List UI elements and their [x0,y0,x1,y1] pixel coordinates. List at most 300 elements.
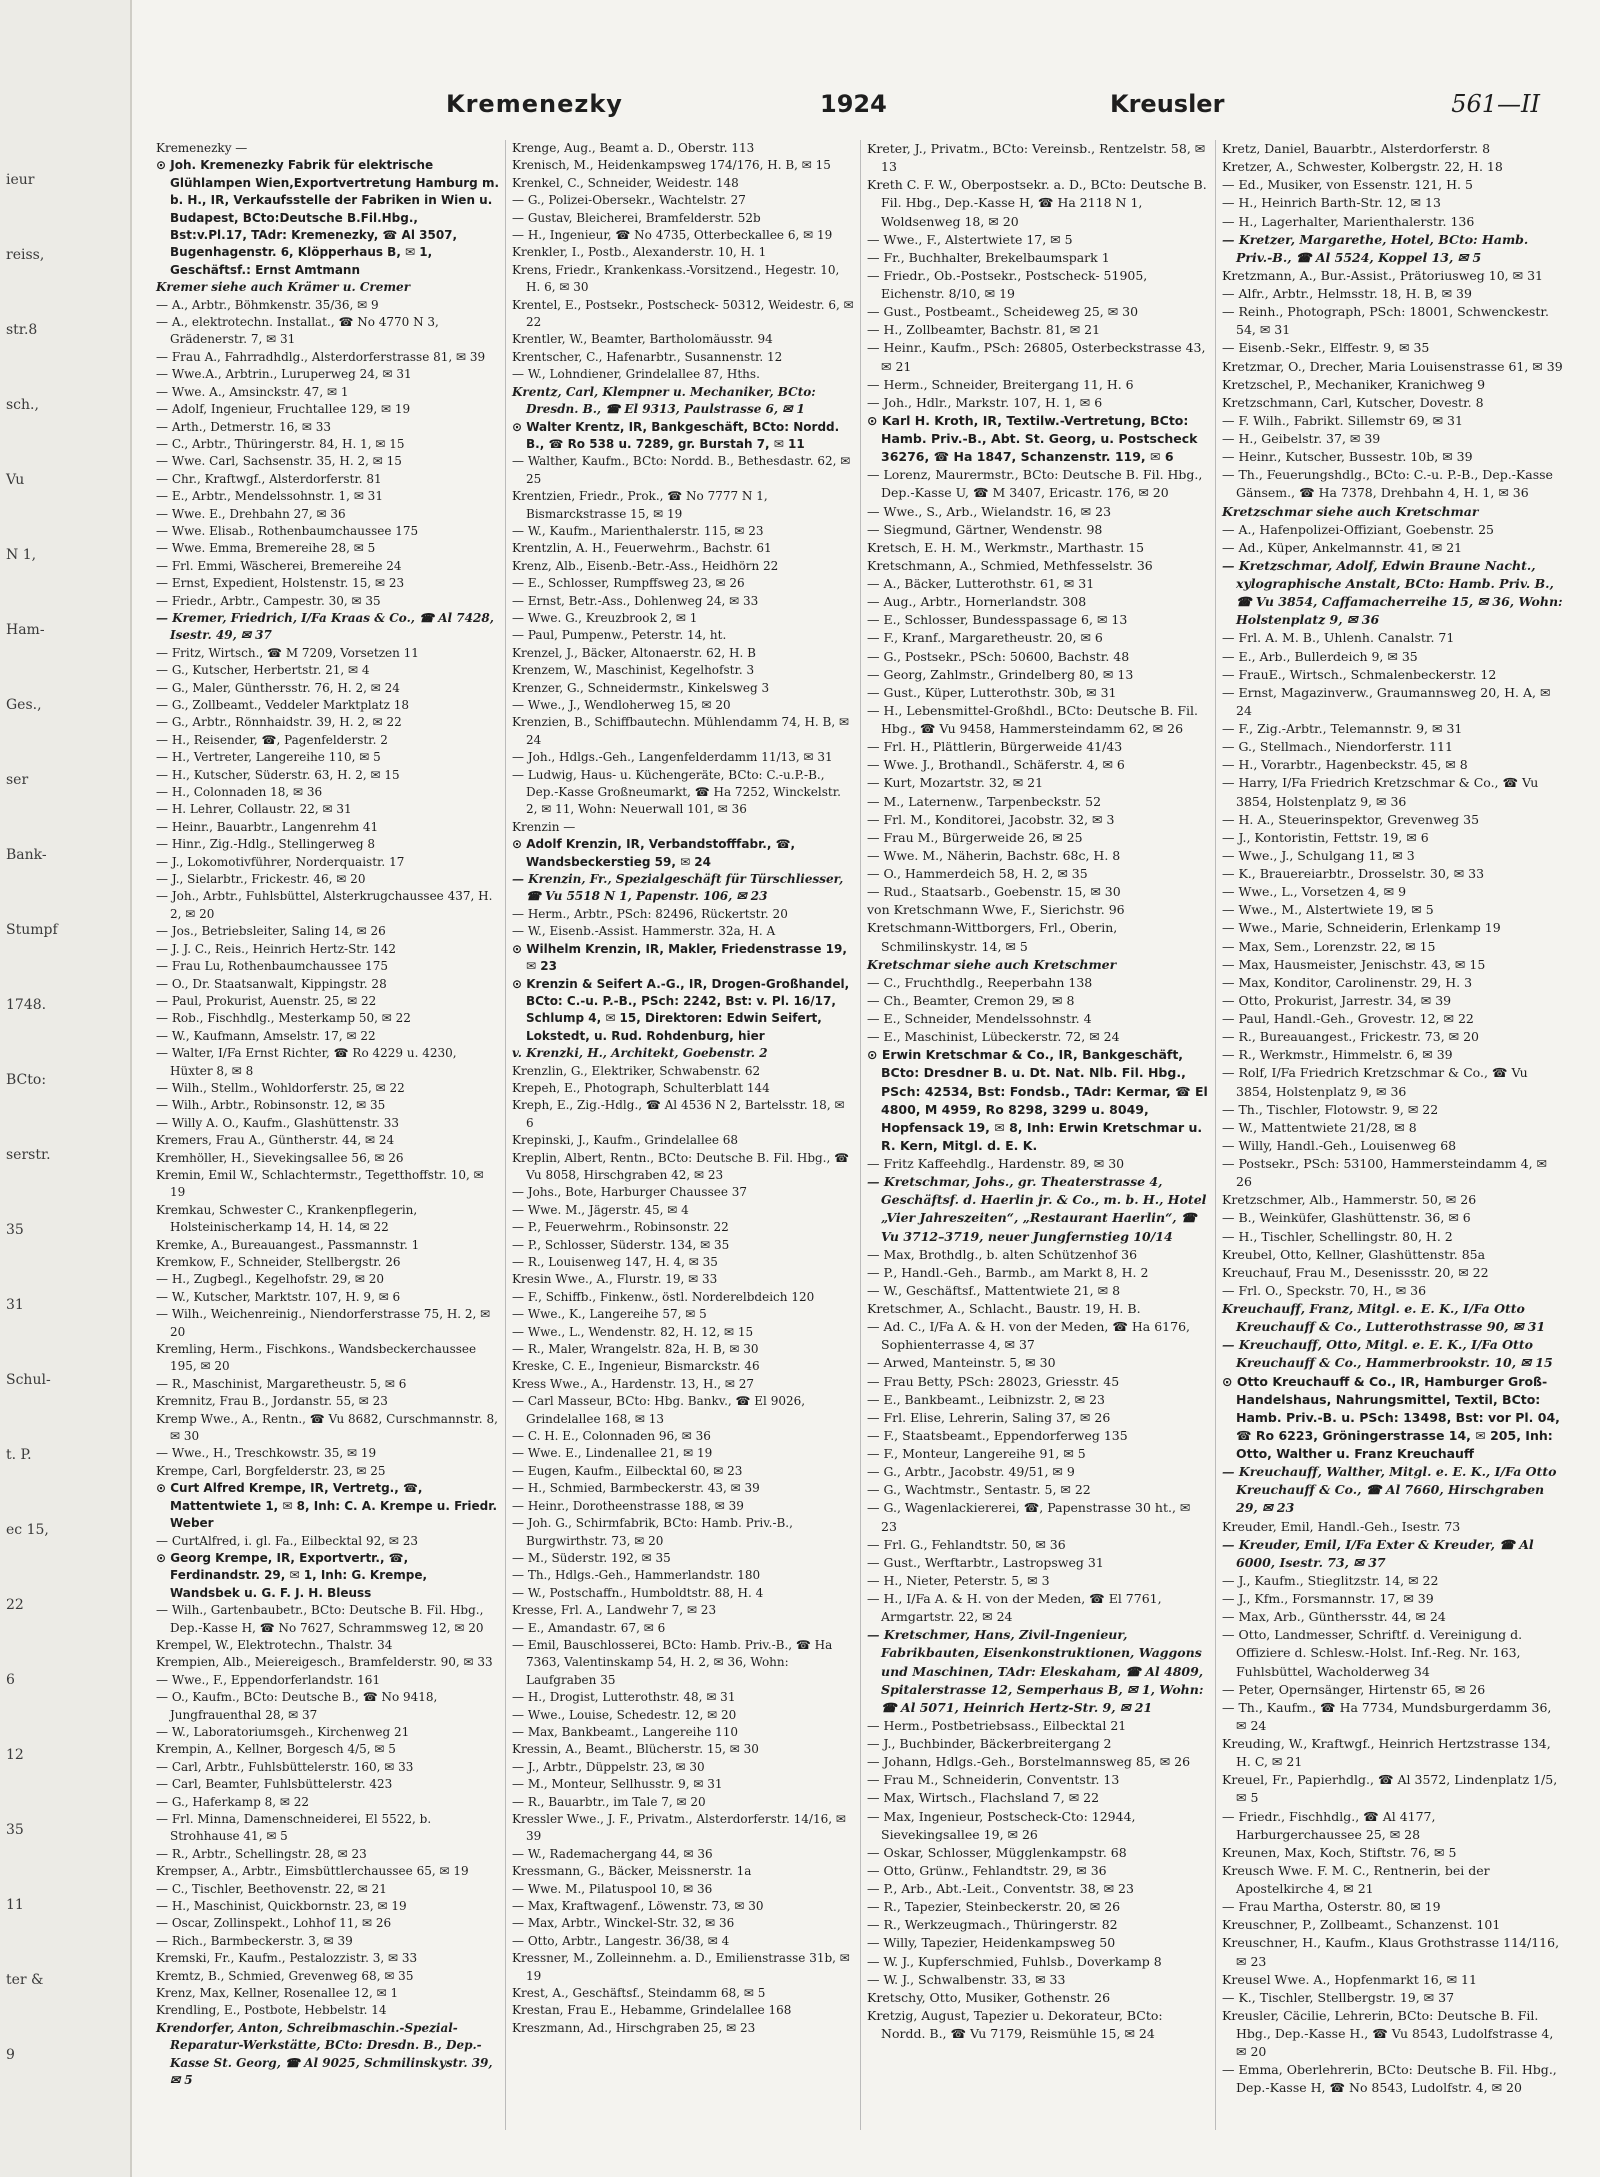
edge-fragment: ser [6,772,29,788]
directory-entry: — Herm., Schneider, Breitergang 11, H. 6 [867,376,1134,392]
directory-entry: — G., Kutscher, Herbertstr. 21, ✉ 4 [156,663,370,678]
directory-entry: ⊙ Erwin Kretschmar & Co., IR, Bankgeschäft, BCto: Dresdner B. u. Dt. Nat. Nlb. Fil. Hbg., PSch: 42534, Bst: Fondsb., TAdr: Kermar, ☎ El 4800, M 4959, Ro 8298, 3299 u. 8049, Hopfensack 19, ✉ 8, Inh: Erwin Kretschmar u. R. Kern, Mitgl. d. E. K. [867,1047,1208,1153]
directory-entry: — M., Laternenw., Tarpenbeckstr. 52 [867,793,1102,809]
directory-entry: — Wilh., Weichenreinig., Niendorferstrasse 75, H. 2, ✉ 20 [156,1307,491,1339]
directory-entry: — G., Stellmach., Niendorferstr. 111 [1222,739,1453,755]
directory-entry: — Kreuchauff, Otto, Mitgl. e. E. K., I/Fa Otto Kreuchauff & Co., Hammerbrookstr. 10, ✉ 15 [1222,1337,1553,1371]
directory-entry: Kretzer, A., Schwester, Kolbergstr. 22, H. 18 [1222,159,1503,175]
directory-entry: — G., Arbtr., Rönnhaidstr. 39, H. 2, ✉ 22 [156,715,402,730]
directory-entry: Kremhöller, H., Sievekingsallee 56, ✉ 26 [156,1150,404,1165]
directory-entry: — K., Tischler, Stellbergstr. 19, ✉ 37 [1222,1989,1455,2005]
edge-fragment: N 1, [6,547,37,563]
directory-page [140,60,1580,2150]
directory-entry: — W., Laboratoriumsgeh., Kirchenweg 21 [156,1724,410,1739]
directory-entry: — G., Polizei-Obersekr., Wachtelstr. 27 [512,193,746,208]
directory-entry: Kremp Wwe., A., Rentn., ☎ Vu 8682, Curschmannstr. 8, ✉ 30 [156,1411,498,1444]
directory-entry: — Friedr., Arbtr., Campestr. 30, ✉ 35 [156,593,381,608]
directory-entry: — Gust., Küper, Lutterothstr. 30b, ✉ 31 [867,684,1117,700]
directory-entry: ⊙ Adolf Krenzin, IR, Verbandstofffabr., ☎, Wandsbeckerstieg 59, ✉ 24 [512,837,796,869]
directory-entry: — W., Geschäftsf., Mattentwiete 21, ✉ 8 [867,1282,1121,1298]
directory-entry: Kreph, E., Zig.-Hdlg., ☎ Al 4536 N 2, Bartelsstr. 18, ✉ 6 [512,1098,845,1130]
directory-entry: Krenge, Aug., Beamt a. D., Oberstr. 113 [512,141,755,155]
directory-entry: — W., Mattentwiete 21/28, ✉ 8 [1222,1119,1417,1135]
column-2 [505,140,860,2130]
directory-entry: — Kretzschmar, Adolf, Edwin Braune Nacht., xylographische Anstalt, BCto: Hamb. Priv. B., ☎ Vu 3854, Caffamacherreihe 15, ✉ 36, Wohn: Holstenplatz 9, ✉ 36 [1222,557,1563,628]
directory-entry: — H., Lebensmittel-Großhdl., BCto: Deutsche B. Fil. Hbg., ☎ Vu 9458, Hammersteindamm 62, ✉ 26 [867,702,1198,736]
directory-entry: Krempe, Carl, Borgfelderstr. 23, ✉ 25 [156,1463,386,1478]
directory-entry: — H., Reisender, ☎, Pagenfelderstr. 2 [156,732,388,747]
directory-entry: — Kretzer, Margarethe, Hotel, BCto: Hamb. Priv.-B., ☎ Al 5524, Koppel 13, ✉ 5 [1222,231,1529,265]
directory-entry: — Th., Feuerungshdlg., BCto: C.-u. P.-B., Dep.-Kasse Gänsem., ☎ Ha 7378, Drehbahn 4, H. 1, ✉ 36 [1222,467,1553,501]
directory-entry: — Wwe., Louise, Schedestr. 12, ✉ 20 [512,1707,737,1722]
edge-fragment: Ham- [6,622,45,638]
directory-entry: — Eugen, Kaufm., Eilbecktal 60, ✉ 23 [512,1463,743,1478]
directory-entry: — Max, Konditor, Carolinenstr. 29, H. 3 [1222,974,1473,990]
directory-entry: — C. H. E., Colonnaden 96, ✉ 36 [512,1429,711,1444]
directory-entry: Kremenezky — [156,141,248,155]
directory-entry: — H., Lagerhalter, Marienthalerstr. 136 [1222,213,1475,229]
directory-entry: — E., Schlosser, Bundesspassage 6, ✉ 13 [867,612,1128,628]
directory-entry: — Wwe., H., Treschkowstr. 35, ✉ 19 [156,1446,377,1461]
directory-entry: — CurtAlfred, i. gl. Fa., Eilbecktal 92, ✉ 23 [156,1533,418,1548]
directory-entry: Kressin, A., Beamt., Blücherstr. 15, ✉ 30 [512,1742,759,1757]
directory-entry: — F., Schiffb., Finkenw., östl. Norderelbdeich 120 [512,1289,815,1304]
directory-entry: — Krenzin, Fr., Spezialgeschäft für Türschliesser, ☎ Vu 5518 N 1, Papenstr. 106, ✉ 23 [512,872,844,904]
directory-entry: Krepeh, E., Photograph, Schulterblatt 144 [512,1080,770,1095]
directory-entry: — Wwe. Elisab., Rothenbaumchaussee 175 [156,523,419,538]
directory-entry: — G., Zollbeamt., Veddeler Marktplatz 18 [156,698,410,712]
directory-entry: — M., Monteur, Sellhusstr. 9, ✉ 31 [512,1777,723,1792]
directory-entry: — Herm., Postbetriebsass., Eilbecktal 21 [867,1717,1127,1733]
directory-entry: — Otto, Grünw., Fehlandtstr. 29, ✉ 36 [867,1862,1107,1878]
directory-entry: — Max, Wirtsch., Flachsland 7, ✉ 22 [867,1790,1100,1806]
directory-entry: Kressmann, G., Bäcker, Meissnerstr. 1a [512,1864,752,1879]
directory-entry: — F., Staatsbeamt., Eppendorferweg 135 [867,1427,1128,1443]
directory-entry: — E., Arbtr., Mendelssohnstr. 1, ✉ 31 [156,489,383,504]
directory-entry: — Georg, Zahlmstr., Grindelberg 80, ✉ 13 [867,666,1134,682]
directory-entry: — H., Ingenieur, ☎ No 4735, Otterbeckallee 6, ✉ 19 [512,228,833,243]
directory-entry: — Wwe., K., Langereihe 57, ✉ 5 [512,1307,707,1322]
directory-entry: — R., Louisenweg 147, H. 4, ✉ 35 [512,1255,718,1269]
directory-entry: Kretschmer, A., Schlacht., Baustr. 19, H. B. [867,1301,1141,1316]
directory-entry: — Rob., Fischhdlg., Mesterkamp 50, ✉ 22 [156,1011,411,1026]
directory-entry: — P., Schlosser, Süderstr. 134, ✉ 35 [512,1237,730,1252]
directory-entry: — Frl. Minna, Damenschneiderei, El 5522, b. Strohhause 41, ✉ 5 [156,1812,432,1844]
directory-entry: — Willy A. O., Kaufm., Glashüttenstr. 33 [156,1115,399,1130]
directory-entry: ⊙ Walter Krentz, IR, Bankgeschäft, BCto: Nordd. B., ☎ Ro 538 u. 7289, gr. Burstah 7, ✉ 11 [512,419,840,451]
directory-entry: — Willy, Handl.-Geh., Louisenweg 68 [1222,1137,1457,1153]
directory-entry: Kretschy, Otto, Musiker, Gothenstr. 26 [867,1989,1111,2005]
directory-entry: — Kretschmar, Johs., gr. Theaterstrasse 4, Geschäftsf. d. Haerlin jr. & Co., m. b. H., Hotel „Vier Jahreszeiten“, „Restaurant Haerlin“, ☎ Vu 3712–3719, neuer Jungfernstieg 10/14 [867,1174,1207,1244]
directory-entry: — Kretschmer, Hans, Zivil-Ingenieur, Fabrikbauten, Eisenkonstruktionen, Waggons und Maschinen, TAdr: Eleskaham, ☎ Al 4809, Spitalerstrasse 12, Semperhaus B, ✉ 1, Wohn: ☎ Al 5071, Heinrich Hertz-Str. 9, ✉ 21 [867,1627,1204,1715]
edge-fragment: serstr. [6,1147,51,1163]
directory-entry: — Wwe. M., Jägerstr. 45, ✉ 4 [512,1202,689,1217]
directory-entry: Krentz, Carl, Klempner u. Mechaniker, BCto: Dresdn. B., ☎ El 9313, Paulstrasse 6, ✉ 1 [512,384,816,417]
directory-entry: Kretschmar siehe auch Kretschmer [867,956,1117,972]
directory-entry: — Wwe., J., Wendloherweg 15, ✉ 20 [512,698,731,712]
directory-entry: — Herm., Arbtr., PSch: 82496, Rückertstr. 20 [512,906,788,921]
directory-entry: Kretschmann, A., Schmied, Methfesselstr. 36 [867,557,1153,573]
directory-entry: — H., Vorarbtr., Hagenbeckstr. 45, ✉ 8 [1222,757,1468,773]
directory-entry: — Max, Sem., Lorenzstr. 22, ✉ 15 [1222,938,1436,954]
directory-entry: Krenkel, C., Schneider, Weidestr. 148 [512,175,739,190]
directory-entry: — Paul, Pumpenw., Peterstr. 14, ht. [512,628,727,643]
directory-entry: — Jos., Betriebsleiter, Saling 14, ✉ 26 [156,924,386,939]
edge-fragment: 22 [6,1597,24,1613]
directory-entry: — C., Tischler, Beethovenstr. 22, ✉ 21 [156,1881,387,1896]
directory-entry: Kretschmann-Wittborgers, Frl., Oberin, Schmilinskystr. 14, ✉ 5 [867,920,1118,954]
directory-entry: — J., Kontoristin, Fettstr. 19, ✉ 6 [1222,829,1429,845]
directory-entry: — G., Maler, Günthersstr. 76, H. 2, ✉ 24 [156,680,400,695]
directory-entry: Krenzer, G., Schneidermstr., Kinkelsweg 3 [512,680,770,695]
column-3 [860,140,1215,2130]
directory-entry: Kreuchauf, Frau M., Desenissstr. 20, ✉ 22 [1222,1264,1489,1280]
directory-entry: — Ad., Küper, Ankelmannstr. 41, ✉ 21 [1222,539,1463,555]
directory-entry: — H., Geibelstr. 37, ✉ 39 [1222,431,1381,446]
directory-entry: Kremkau, Schwester C., Krankenpflegerin, Holsteinischerkamp 14, H. 14, ✉ 22 [156,1202,418,1235]
directory-entry: — G., Postsekr., PSch: 50600, Bachstr. 48 [867,648,1130,664]
directory-entry: — Friedr., Ob.-Postsekr., Postscheck- 51905, Eichenstr. 8/10, ✉ 19 [867,267,1148,301]
directory-entry: — Th., Hdlgs.-Geh., Hammerlandstr. 180 [512,1568,761,1583]
directory-entry: — J., Sielarbtr., Frickestr. 46, ✉ 20 [156,872,366,887]
directory-entry: — Arwed, Manteinstr. 5, ✉ 30 [867,1355,1056,1371]
directory-entry: — H., Tischler, Schellingstr. 80, H. 2 [1222,1228,1453,1244]
directory-entry: — Max, Hausmeister, Jenischstr. 43, ✉ 15 [1222,956,1486,972]
directory-entry: — Joh., Hdlgs.-Geh., Langenfelderdamm 11/13, ✉ 31 [512,750,833,765]
directory-entry: — Wwe. E., Lindenallee 21, ✉ 19 [512,1446,713,1461]
directory-entry: — Frau Lu, Rothenbaumchaussee 175 [156,959,389,974]
directory-entry: — Joh., Arbtr., Fuhlsbüttel, Alsterkrugchaussee 437, H. 2, ✉ 20 [156,889,493,921]
directory-entry: — H., Schmied, Barmbeckerstr. 43, ✉ 39 [512,1481,760,1496]
edge-fragment: 1748. [6,997,47,1013]
directory-entry: Kretz, Daniel, Bauarbtr., Alsterdorferstr. 8 [1222,141,1491,156]
directory-entry: Krenzem, W., Maschinist, Kegelhofstr. 3 [512,663,755,678]
directory-entry: — Wwe., M., Alstertwiete 19, ✉ 5 [1222,902,1434,918]
directory-entry: Kretzschmer, Alb., Hammerstr. 50, ✉ 26 [1222,1192,1477,1208]
directory-entry: Kreusel Wwe. A., Hopfenmarkt 16, ✉ 11 [1222,1971,1477,1987]
directory-entry: — Paul, Prokurist, Auenstr. 25, ✉ 22 [156,993,377,1008]
directory-entry: — Wwe., L., Wendenstr. 82, H. 12, ✉ 15 [512,1324,754,1339]
directory-entry: — Otto, Prokurist, Jarrestr. 34, ✉ 39 [1222,992,1452,1008]
directory-entry: — E., Schneider, Mendelssohnstr. 4 [867,1011,1092,1026]
directory-entry: — Frau Betty, PSch: 28023, Griesstr. 45 [867,1373,1120,1389]
directory-entry: Kressler Wwe., J. F., Privatm., Alsterdorferstr. 14/16, ✉ 39 [512,1812,846,1844]
directory-entry: — Arth., Detmerstr. 16, ✉ 33 [156,419,332,434]
directory-entry: — W., Eisenb.-Assist. Hammerstr. 32a, H. A [512,924,776,939]
directory-entry: — W. J., Schwalbenstr. 33, ✉ 33 [867,1971,1066,1987]
directory-entry: — Wwe., Marie, Schneiderin, Erlenkamp 19 [1222,920,1501,936]
header-year: 1924 [820,90,887,118]
directory-entry: — E., Amandastr. 67, ✉ 6 [512,1620,666,1635]
directory-entry: — Harry, I/Fa Friedrich Kretzschmar & Co., ☎ Vu 3854, Holstenplatz 9, ✉ 36 [1222,775,1539,809]
directory-entry: Kremtz, B., Schmied, Grevenweg 68, ✉ 35 [156,1968,414,1983]
directory-entry: — H., Nieter, Peterstr. 5, ✉ 3 [867,1572,1050,1588]
directory-columns [150,140,1570,2130]
directory-entry: — H. A., Steuerinspektor, Grevenweg 35 [1222,811,1480,827]
directory-entry: Krenzien, B., Schiffbautechn. Mühlendamm 74, H. B, ✉ 24 [512,715,850,747]
directory-entry: — F., Zig.-Arbtr., Telemannstr. 9, ✉ 31 [1222,721,1463,736]
directory-entry: — A., Hafenpolizei-Offiziant, Goebenstr. 25 [1222,521,1495,537]
directory-entry: — H., Heinrich Barth-Str. 12, ✉ 13 [1222,195,1441,211]
directory-entry: — Walther, Kaufm., BCto: Nordd. B., Bethesdastr. 62, ✉ 25 [512,454,851,486]
directory-entry: Kreske, C. E., Ingenieur, Bismarckstr. 46 [512,1359,760,1374]
directory-entry: Kreubel, Otto, Kellner, Glashüttenstr. 85a [1222,1246,1486,1262]
directory-entry: — Carl Masseur, BCto: Hbg. Bankv., ☎ El 9026, Grindelallee 168, ✉ 13 [512,1394,806,1426]
directory-entry: — Wwe. A., Amsinckstr. 47, ✉ 1 [156,384,349,399]
directory-entry: — Johs., Bote, Harburger Chaussee 37 [512,1185,748,1200]
directory-entry: — J., Arbtr., Düppelstr. 23, ✉ 30 [512,1759,705,1774]
directory-entry: — H., I/Fa A. & H. von der Meden, ☎ El 7761, Armgartstr. 22, ✉ 24 [867,1591,1162,1625]
directory-entry: — Fr., Buchhalter, Brekelbaumspark 1 [867,249,1110,265]
directory-entry: — H. Lehrer, Collaustr. 22, ✉ 31 [156,802,352,817]
directory-entry: Kremling, Herm., Fischkons., Wandsbeckerchaussee 195, ✉ 20 [156,1342,477,1374]
directory-entry: — R., Maler, Wrangelstr. 82a, H. B, ✉ 30 [512,1342,759,1357]
edge-fragment: 6 [6,1672,15,1688]
directory-entry: — R., Bauarbtr., im Tale 7, ✉ 20 [512,1794,706,1809]
edge-fragment: BCto: [6,1072,47,1088]
directory-entry: — Kremer, Friedrich, I/Fa Kraas & Co., ☎ Al 7428, Isestr. 49, ✉ 37 [156,610,494,643]
column-4 [1215,140,1570,2130]
directory-entry: — Postsekr., PSch: 53100, Hammersteindamm 4, ✉ 26 [1222,1156,1547,1190]
directory-entry: — Joh., Hdlr., Markstr. 107, H. 1, ✉ 6 [867,394,1103,410]
directory-entry: Krens, Friedr., Krankenkass.-Vorsitzend., Hegestr. 10, H. 6, ✉ 30 [512,262,840,295]
edge-fragment: 35 [6,1822,24,1838]
directory-entry: — Friedr., Fischhdlg., ☎ Al 4177, Harburgerchaussee 25, ✉ 28 [1222,1808,1436,1842]
directory-entry: — W., Lohndiener, Grindelallee 87, Hths. [512,367,760,382]
directory-entry: — R., Arbtr., Schellingstr. 28, ✉ 23 [156,1846,367,1861]
directory-entry: — Gust., Postbeamt., Scheideweg 25, ✉ 30 [867,304,1139,320]
directory-entry: — Wilh., Arbtr., Robinsonstr. 12, ✉ 35 [156,1098,386,1113]
directory-entry: Kremkow, F., Schneider, Stellbergstr. 26 [156,1255,401,1269]
directory-entry: ⊙ Krenzin & Seifert A.-G., IR, Drogen-Großhandel, BCto: C.-u. P.-B., PSch: 2242, Bst: v. Pl. 16/17, Schlump 4, ✉ 15, Direktoren: Edwin Seifert, Lokstedt, u. Rud. Rohdenburg, hier [512,976,850,1043]
edge-fragment: 31 [6,1297,24,1313]
directory-entry: — Lorenz, Maurermstr., BCto: Deutsche B. Fil. Hbg., Dep.-Kasse U, ☎ M 3407, Ericastr. 176, ✉ 20 [867,467,1203,501]
directory-entry: — Wilh., Gartenbaubetr., BCto: Deutsche B. Fil. Hbg., Dep.-Kasse H, ☎ No 7627, Schrammsweg 12, ✉ 20 [156,1603,484,1635]
directory-entry: ⊙ Karl H. Kroth, IR, Textilw.-Vertretung, BCto: Hamb. Priv.-B., Abt. St. Georg, u. Postscheck 36276, ☎ Ha 1847, Schanzenstr. 119, ✉ 6 [867,412,1198,465]
directory-entry: Kreplin, Albert, Rentn., BCto: Deutsche B. Fil. Hbg., ☎ Vu 8058, Hirschgraben 42, ✉ 23 [512,1150,850,1182]
directory-entry: — Joh. G., Schirmfabrik, BCto: Hamb. Priv.-B., Burgwirthstr. 73, ✉ 20 [512,1516,793,1548]
directory-entry: Krempel, W., Elektrotechn., Thalstr. 34 [156,1637,393,1652]
directory-entry: Krenkler, I., Postb., Alexanderstr. 10, H. 1 [512,245,767,260]
directory-entry: v. Krenzki, H., Architekt, Goebenstr. 2 [512,1046,768,1061]
directory-entry: — Willy, Tapezier, Heidenkampsweg 50 [867,1935,1116,1951]
edge-fragment: 35 [6,1222,24,1238]
directory-entry: ⊙ Otto Kreuchauff & Co., IR, Hamburger Groß-Handelshaus, Nahrungsmittel, Textil, BCto: Hamb. Priv.-B. u. PSch: 13498, Bst: vor Pl. 04, ☎ Ro 6223, Gröningerstrasse 14, ✉ 205, Inh: Otto, Walther u. Franz Kreuchauff [1222,1373,1560,1461]
directory-entry: — Frl. A. M. B., Uhlenh. Canalstr. 71 [1222,630,1455,646]
directory-entry: — FrauE., Wirtsch., Schmalenbeckerstr. 12 [1222,666,1497,682]
directory-entry: — A., Bäcker, Lutterothstr. 61, ✉ 31 [867,576,1095,591]
directory-entry: Krenisch, M., Heidenkampsweg 174/176, H. B, ✉ 15 [512,158,831,173]
directory-entry: Krempser, A., Arbtr., Eimsbüttlerchaussee 65, ✉ 19 [156,1864,469,1879]
directory-entry: Kreszmann, Ad., Hirschgraben 25, ✉ 23 [512,2020,756,2035]
directory-entry: — Frl. H., Plättlerin, Bürgerweide 41/43 [867,739,1123,755]
directory-entry: — F., Monteur, Langereihe 91, ✉ 5 [867,1446,1086,1461]
directory-entry: — Fritz, Wirtsch., ☎ M 7209, Vorsetzen 11 [156,645,419,660]
edge-fragment: Schul- [6,1372,51,1388]
directory-entry: — Th., Kaufm., ☎ Ha 7734, Mundsburgerdamm 36, ✉ 24 [1222,1699,1552,1733]
directory-entry: Kremke, A., Bureauangest., Passmannstr. 1 [156,1237,420,1252]
header-first-entry: Kremenezky [446,90,623,118]
directory-entry: — R., Werkmstr., Himmelstr. 6, ✉ 39 [1222,1047,1453,1063]
directory-entry: ⊙ Georg Krempe, IR, Exportvertr., ☎, Ferdinandstr. 29, ✉ 1, Inh: G. Krempe, Wandsbek u. G. F. J. H. Bleuss [156,1550,428,1600]
directory-entry: — Frau M., Bürgerweide 26, ✉ 25 [867,829,1083,845]
directory-entry: — Heinr., Bauarbtr., Langenrehm 41 [156,819,379,834]
directory-entry: — Reinh., Photograph, PSch: 18001, Schwenckestr. 54, ✉ 31 [1222,304,1549,338]
directory-entry: — Kreuder, Emil, I/Fa Exter & Kreuder, ☎ Al 6000, Isestr. 73, ✉ 37 [1222,1536,1534,1570]
directory-entry: — Rolf, I/Fa Friedrich Kretzschmar & Co., ☎ Vu 3854, Holstenplatz 9, ✉ 36 [1222,1065,1528,1099]
directory-entry: — Alfr., Arbtr., Helmsstr. 18, H. B, ✉ 39 [1222,286,1472,301]
directory-entry: — Frau Martha, Osterstr. 80, ✉ 19 [1222,1899,1441,1915]
edge-fragment: 11 [6,1897,24,1913]
directory-entry: Kretzschmar siehe auch Kretschmar [1222,503,1479,519]
edge-fragment: Stumpf [6,922,58,938]
directory-entry: Kreuder, Emil, Handl.-Geh., Isestr. 73 [1222,1518,1461,1534]
directory-entry: — Hinr., Zig.-Hdlg., Stellingerweg 8 [156,837,375,852]
directory-entry: Kretzschel, P., Mechaniker, Kranichweg 9 [1222,376,1486,392]
directory-entry: — Heinr., Kaufm., PSch: 26805, Osterbeckstrasse 43, ✉ 21 [867,340,1206,374]
directory-entry: Kressner, M., Zolleinnehm. a. D., Emilienstrasse 31b, ✉ 19 [512,1951,850,1983]
directory-entry: — P., Arb., Abt.-Leit., Conventstr. 38, ✉ 23 [867,1881,1134,1896]
directory-entry: — Frau A., Fahrradhdlg., Alsterdorferstrasse 81, ✉ 39 [156,349,486,364]
directory-entry: Kreunen, Max, Koch, Stiftstr. 76, ✉ 5 [1222,1844,1457,1860]
directory-entry: Krentscher, C., Hafenarbtr., Susannenstr. 12 [512,349,783,364]
directory-entry: — R., Werkzeugmach., Thüringerstr. 82 [867,1917,1118,1933]
directory-entry: — Max, Bankbeamt., Langereihe 110 [512,1724,739,1739]
directory-entry: — Wwe. M., Pilatuspool 10, ✉ 36 [512,1881,713,1896]
adjacent-page-edge [0,0,132,2177]
directory-entry: — Wwe. M., Näherin, Bachstr. 68c, H. 8 [867,847,1121,863]
directory-entry: — Otto, Landmesser, Schriftf. d. Vereinigung d. Offiziere d. Schlesw.-Holst. Inf.-Reg. Nr. 163, Fuhlsbüttel, Wacholderweg 34 [1222,1627,1523,1679]
directory-entry: — J., Kaufm., Stieglitzstr. 14, ✉ 22 [1222,1572,1439,1588]
directory-entry: — Peter, Opernsänger, Hirtenstr 65, ✉ 26 [1222,1681,1486,1697]
directory-entry: — G., Arbtr., Jacobstr. 49/51, ✉ 9 [867,1464,1075,1480]
directory-entry: Krempien, Alb., Meiereigesch., Bramfelderstr. 90, ✉ 33 [156,1655,493,1670]
directory-entry: — O., Hammerdeich 58, H. 2, ✉ 35 [867,866,1088,881]
edge-fragment: ieur [6,172,35,188]
directory-entry: — Frau M., Schneiderin, Conventstr. 13 [867,1772,1120,1788]
directory-entry: — Carl, Beamter, Fuhlsbüttelerstr. 423 [156,1777,393,1792]
directory-entry: Kreuchauff, Franz, Mitgl. e. E. K., I/Fa Otto Kreuchauff & Co., Lutterothstrasse 90, ✉ 31 [1222,1301,1546,1335]
directory-entry: Kremer siehe auch Krämer u. Cremer [156,280,411,295]
directory-entry: — B., Weinküfer, Glashüttenstr. 36, ✉ 6 [1222,1210,1471,1226]
directory-entry: — E., Arb., Bullerdeich 9, ✉ 35 [1222,648,1418,664]
directory-entry: — Wwe., F., Eppendorferlandstr. 161 [156,1672,381,1687]
directory-entry: — Wwe. E., Drehbahn 27, ✉ 36 [156,506,346,521]
directory-entry: — Kreuchauff, Walther, Mitgl. e. E. K., I/Fa Otto Kreuchauff & Co., ☎ Al 7660, Hirschgraben 29, ✉ 23 [1222,1464,1557,1516]
directory-entry: — Frl. M., Konditorei, Jacobstr. 32, ✉ 3 [867,811,1115,827]
directory-entry: Krenzlin, G., Elektriker, Schwabenstr. 62 [512,1063,761,1078]
directory-entry: — Otto, Arbtr., Langestr. 36/38, ✉ 4 [512,1933,730,1948]
directory-entry: — E., Schlosser, Rumpffsweg 23, ✉ 26 [512,576,745,591]
directory-entry: — Gustav, Bleicherei, Bramfelderstr. 52b [512,210,761,225]
directory-entry: — Emil, Bauschlosserei, BCto: Hamb. Priv.-B., ☎ Ha 7363, Valentinskamp 54, H. 2, ✉ 36, Wohn: Laufgraben 35 [512,1637,833,1687]
directory-entry: Kretzschmann, Carl, Kutscher, Dovestr. 8 [1222,394,1484,410]
directory-entry: — J., Buchbinder, Bäckerbreitergang 2 [867,1736,1112,1751]
directory-entry: — H., Vertreter, Langereihe 110, ✉ 5 [156,750,381,765]
header-last-entry: Kreusler [1110,90,1225,118]
directory-entry: — Wwe., L., Vorsetzen 4, ✉ 9 [1222,884,1407,900]
directory-entry: — W., Kaufm., Marienthalerstr. 115, ✉ 23 [512,523,764,538]
directory-entry: ⊙ Curt Alfred Krempe, IR, Vertretg., ☎, Mattentwiete 1, ✉ 8, Inh: C. A. Krempe u. Friedr. Weber [156,1481,498,1531]
directory-entry: Kretsch, E. H. M., Werkmstr., Marthastr. 15 [867,539,1145,555]
directory-entry: Kremnitz, Frau B., Jordanstr. 55, ✉ 23 [156,1394,388,1409]
directory-entry: — Ad. C., I/Fa A. & H. von der Meden, ☎ Ha 6176, Sophienterrasse 4, ✉ 37 [867,1319,1191,1353]
directory-entry: — Rich., Barmbeckerstr. 3, ✉ 39 [156,1933,353,1948]
directory-entry: Krenz, Alb., Eisenb.-Betr.-Ass., Heidhörn 22 [512,558,779,573]
directory-entry: — Frl. G., Fehlandtstr. 50, ✉ 36 [867,1536,1066,1552]
directory-entry: — Oscar, Zollinspekt., Lohhof 11, ✉ 26 [156,1916,392,1931]
page-number: 561—II [1451,90,1540,118]
directory-entry: Krentel, E., Postsekr., Postscheck- 50312, Weidestr. 6, ✉ 22 [512,297,854,330]
directory-entry: Krenzin — [512,819,576,834]
directory-entry: — Wwe., J., Schulgang 11, ✉ 3 [1222,847,1415,863]
directory-entry: — Adolf, Ingenieur, Fruchtallee 129, ✉ 19 [156,402,411,417]
directory-entry: — J., Lokomotivführer, Norderquaistr. 17 [156,854,405,869]
directory-entry: Kretzig, August, Tapezier u. Dekorateur, BCto: Nordd. B., ☎ Vu 7179, Reismühle 15, ✉ 24 [867,2007,1163,2041]
directory-entry: Kreuding, W., Kraftwgf., Heinrich Hertzstrasse 134, H. C, ✉ 21 [1222,1736,1551,1770]
directory-entry: — F. Wilh., Fabrikt. Sillemstr 69, ✉ 31 [1222,412,1463,428]
directory-entry: — O., Kaufm., BCto: Deutsche B., ☎ No 9418, Jungfrauenthal 28, ✉ 37 [156,1690,438,1722]
directory-entry: von Kretschmann Wwe, F., Sierichstr. 96 [867,902,1125,918]
directory-entry: Kretzmar, O., Drecher, Maria Louisenstrasse 61, ✉ 39 [1222,358,1563,374]
directory-entry: — Wilh., Stellm., Wohldorferstr. 25, ✉ 22 [156,1080,405,1095]
directory-entry: — Max, Arbtr., Winckel-Str. 32, ✉ 36 [512,1916,735,1931]
directory-entry: — H., Drogist, Lutterothstr. 48, ✉ 31 [512,1690,736,1705]
edge-fragment: ter & [6,1972,44,1988]
directory-entry: — Wwe., F., Alstertwiete 17, ✉ 5 [867,231,1073,247]
directory-entry: Krestan, Frau E., Hebamme, Grindelallee 168 [512,2003,792,2018]
directory-entry: — F., Kranf., Margaretheustr. 20, ✉ 6 [867,630,1103,646]
directory-entry: — W., Kaufmann, Amselstr. 17, ✉ 22 [156,1028,376,1043]
directory-entry: — Max, Brothdlg., b. alten Schützenhof 36 [867,1246,1138,1262]
directory-entry: — Frl. Emmi, Wäscherei, Bremereihe 24 [156,558,402,573]
directory-entry: — Ernst, Betr.-Ass., Dohlenweg 24, ✉ 33 [512,593,759,608]
edge-fragment: 9 [6,2047,15,2063]
directory-entry: — Ed., Musiker, von Essenstr. 121, H. 5 [1222,177,1473,193]
directory-entry: — C., Fruchthdlg., Reeperbahn 138 [867,974,1093,990]
edge-fragment: 12 [6,1747,24,1763]
directory-entry: — H., Colonnaden 18, ✉ 36 [156,785,323,800]
directory-entry: Kreusler, Cäcilie, Lehrerin, BCto: Deutsche B. Fil. Hbg., Dep.-Kasse H., ☎ Vu 8543, Ludolfstrasse 4, ✉ 20 [1222,2007,1554,2060]
directory-entry: — J. J. C., Reis., Heinrich Hertz-Str. 142 [156,941,397,956]
directory-entry: — K., Brauereiarbtr., Drosselstr. 30, ✉ 33 [1222,866,1485,881]
directory-entry: — R., Maschinist, Margaretheustr. 5, ✉ 6 [156,1376,407,1391]
directory-entry: Krentzlin, A. H., Feuerwehrm., Bachstr. 61 [512,541,772,556]
directory-entry: — A., Arbtr., Böhmkenstr. 35/36, ✉ 9 [156,297,379,312]
directory-entry: Kremin, Emil W., Schlachtermstr., Tegetthoffstr. 10, ✉ 19 [156,1167,484,1200]
directory-entry: — Chr., Kraftwgf., Alsterdorferstr. 81 [156,471,382,486]
edge-fragment: ec 15, [6,1522,49,1538]
directory-entry: — Max, Ingenieur, Postscheck-Cto: 12944, Sievekingsallee 19, ✉ 26 [867,1808,1136,1842]
directory-entry: Kreter, J., Privatm., BCto: Vereinsb., Rentzelstr. 58, ✉ 13 [867,141,1206,175]
directory-entry: — W., Postschaffn., Humboldtstr. 88, H. 4 [512,1585,764,1600]
directory-entry: Kremers, Frau A., Güntherstr. 44, ✉ 24 [156,1133,395,1148]
directory-entry: Krest, A., Geschäftsf., Steindamm 68, ✉ 5 [512,1986,766,2001]
directory-entry: — Heinr., Kutscher, Bussestr. 10b, ✉ 39 [1222,449,1473,465]
edge-fragment: Vu [6,472,25,488]
directory-entry: — Max, Arb., Günthersstr. 44, ✉ 24 [1222,1609,1446,1625]
directory-entry: — Th., Tischler, Flotowstr. 9, ✉ 22 [1222,1101,1439,1117]
directory-entry: — Carl, Arbtr., Fuhlsbüttelerstr. 160, ✉ 33 [156,1759,414,1774]
directory-entry: — Walter, I/Fa Ernst Richter, ☎ Ro 4229 u. 4230, Hüxter 8, ✉ 8 [156,1046,457,1078]
directory-entry: — Wwe. J., Brothandl., Schäferstr. 4, ✉ 6 [867,757,1125,773]
directory-entry: Krentler, W., Beamter, Bartholomäusstr. 94 [512,332,773,347]
directory-entry: — Heinr., Dorotheenstrasse 188, ✉ 39 [512,1498,744,1513]
directory-entry: Kresse, Frl. A., Landwehr 7, ✉ 23 [512,1603,717,1618]
directory-entry: Kreuel, Fr., Papierhdlg., ☎ Al 3572, Lindenplatz 1/5, ✉ 5 [1222,1772,1558,1806]
directory-entry: Kreuschner, H., Kaufm., Klaus Grothstrasse 114/116, ✉ 23 [1222,1935,1560,1969]
edge-fragment: str.8 [6,322,38,338]
